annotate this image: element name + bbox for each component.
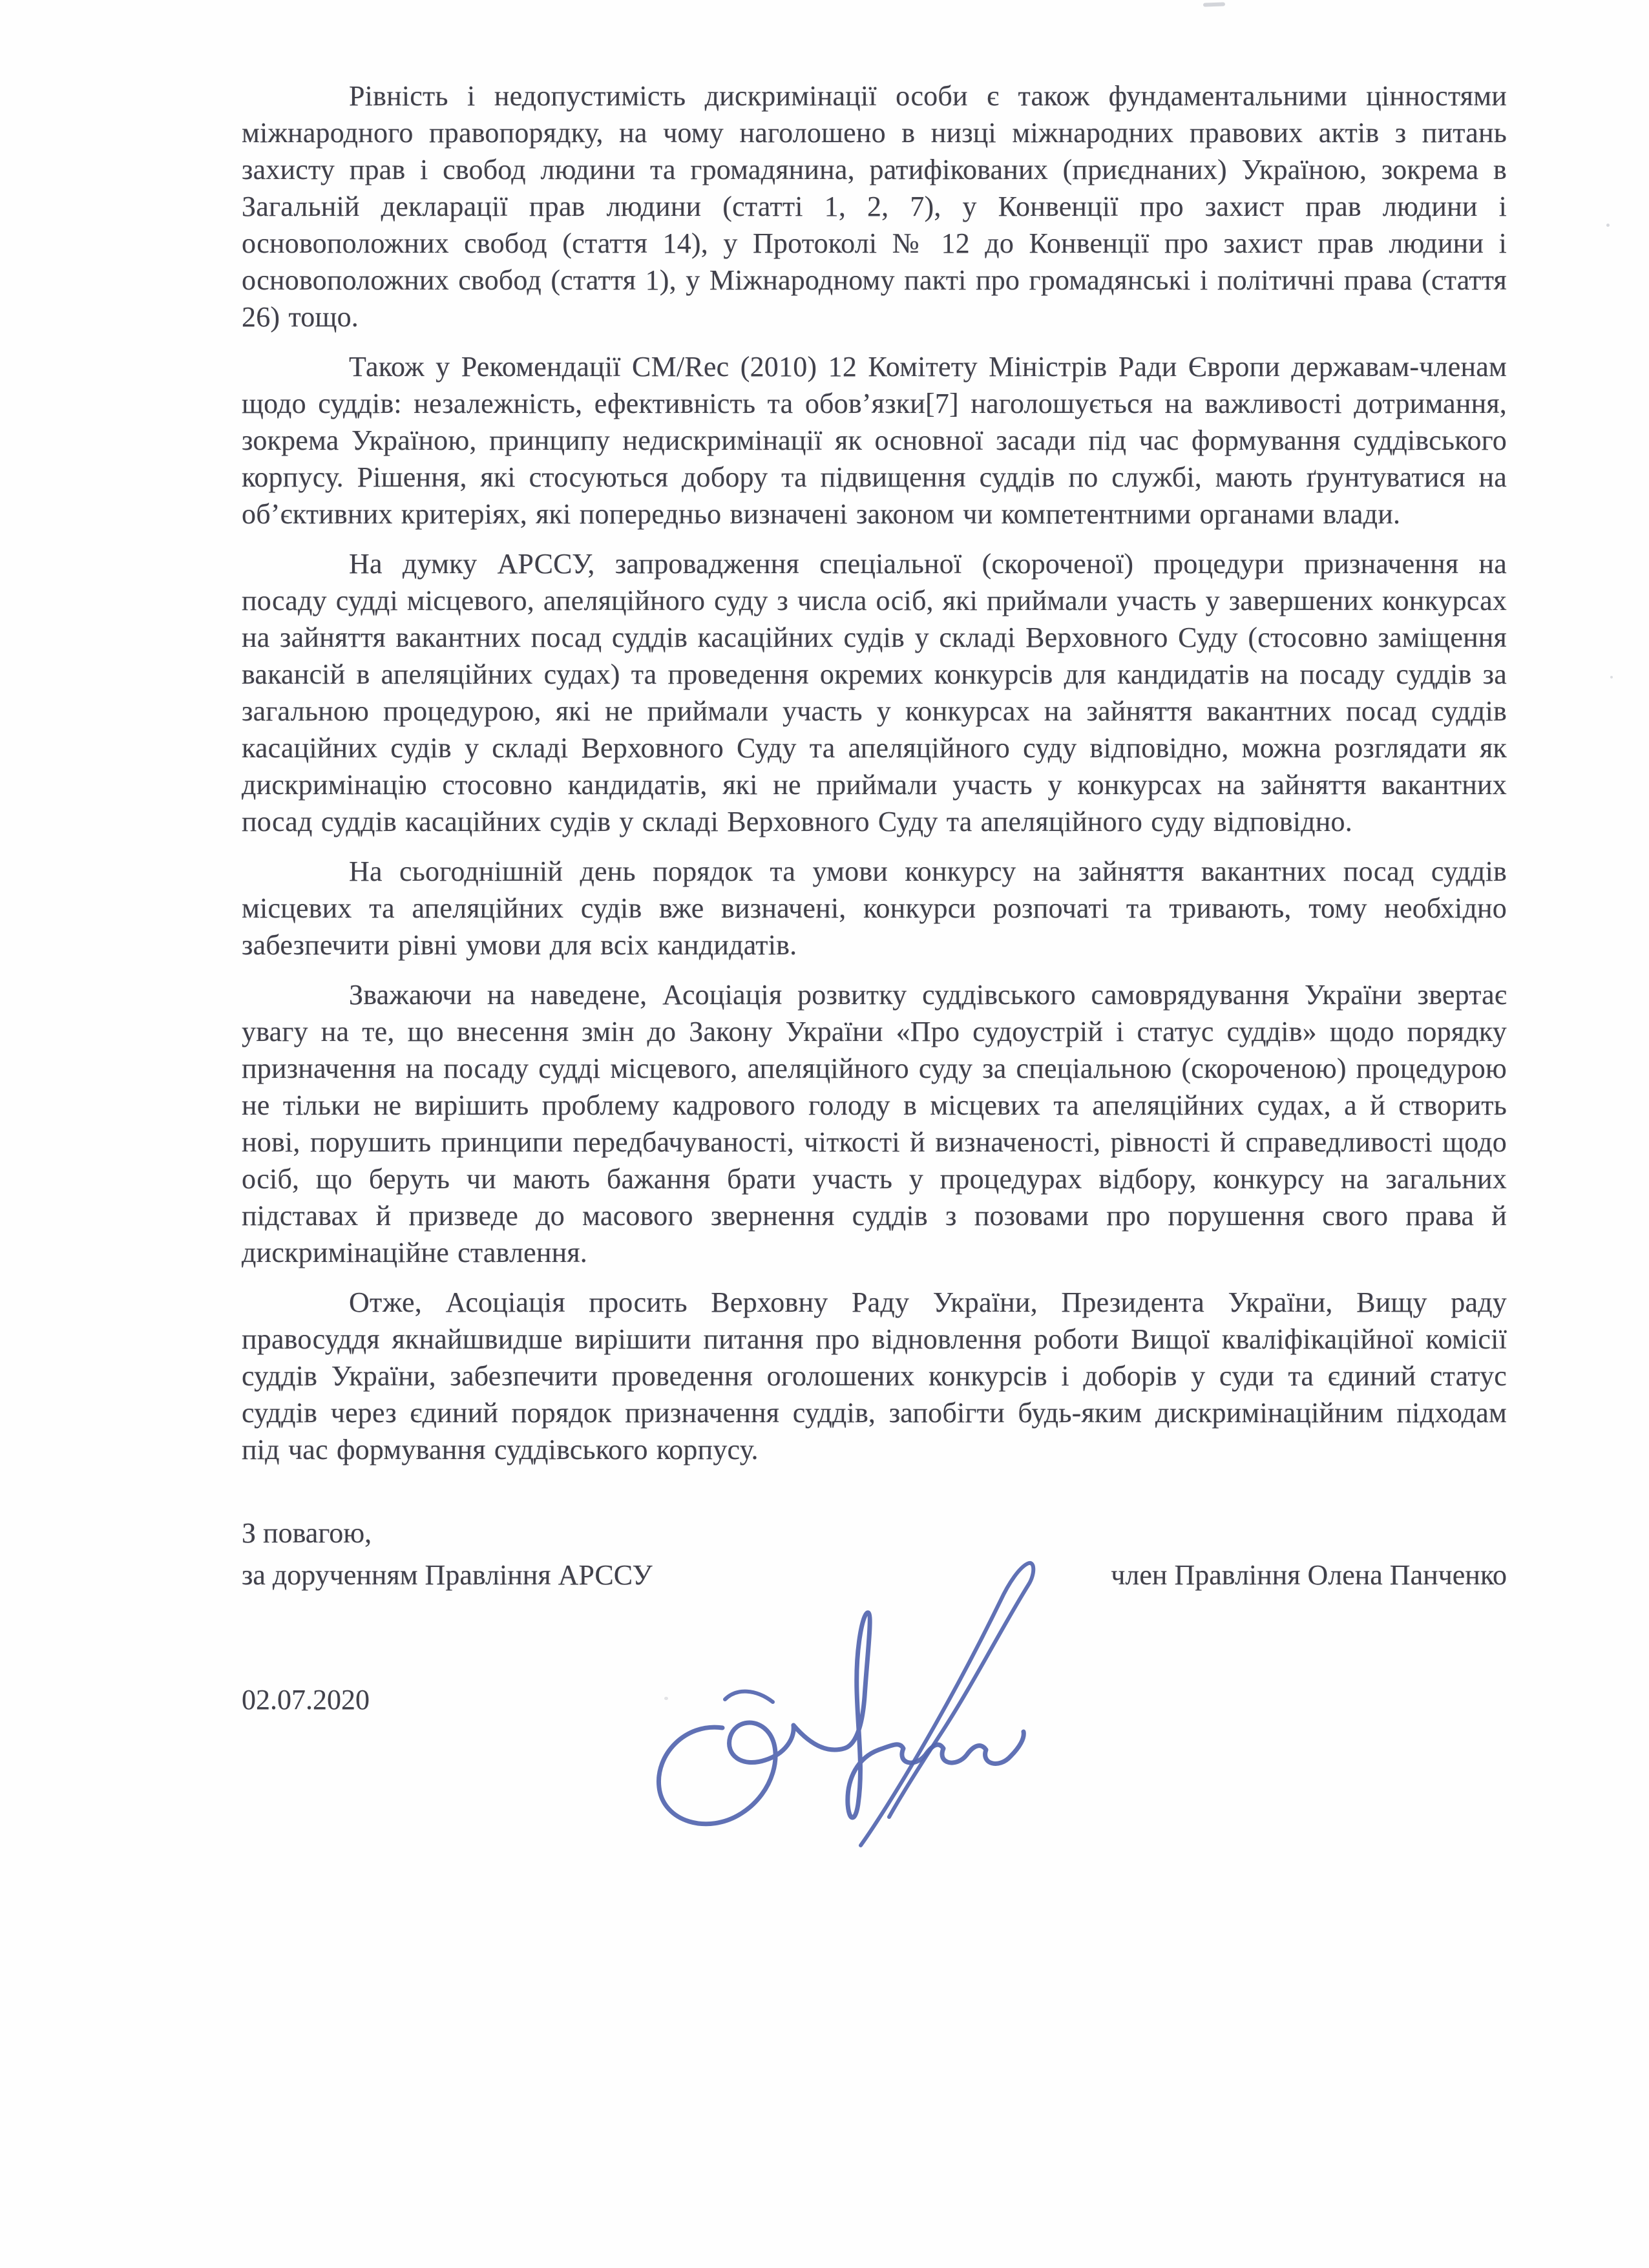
paragraph-association-request: Отже, Асоціація просить Верховну Раду України, Президента України, Вищу раду правосуддя якнайшвидше вирішити питання про відновлення роботи Вищої кваліфікаційної комісії суддів України, забезпечити проведення оголошених конкурсів і доборів у суди та єдиний статус суддів через єдиний порядок призначення суддів, запобігти будь-яким дискримінаційним підходам під час формування суддівського корпусу. [242,1286,1507,1465]
scan-artifact-speck [1610,676,1613,678]
paragraph-arssu-opinion: На думку АРССУ, запровадження спеціальної (скороченої) процедури призначення на посаду судді місцевого, апеляційного суду з числа осіб, які приймали участь у завершених конкурсах на зайняття вакантних посад суддів касаційних судів у складі Верховного Суду (стосовно заміщення вакансій в апеляційних судах) та проведення окремих конкурсів для кандидатів на посаду суддів за загальною процедурою, які не приймали участь у конкурсах на зайняття вакантних посад суддів касаційних судів у складі Верховного Суду та апеляційного суду відповідно, можна розглядати як дискримінацію стосовно кандидатів, які не приймали участь у конкурсах на зайняття вакантних посад суддів касаційних судів у складі Верховного Суду та апеляційного суду відповідно. [242,548,1507,837]
salutation: З повагою, [242,1517,372,1549]
paragraph-law-amendments-warning: Зважаючи на наведене, Асоціація розвитку суддівського самоврядування України звертає увагу на те, що внесення змін до Закону України «Про судоустрій і статус суддів» щодо порядку призначення на посаду судді місцевого, апеляційного суду за спеціальною (скороченою) процедурою не тільки не вирішить проблему кадрового голоду в місцевих та апеляційних судах, а й створить нові, порушить принципи передбачуваності, чіткості й визначеності, рівності й справедливості щодо осіб, що беруть чи мають бажання брати участь у процедурах відбору, конкурсу на загальних підставах й призведе до масового звернення суддів з позовами про порушення свого права й дискримінаційне ставлення. [242,979,1507,1268]
letter-body [242,78,1507,1718]
scan-artifact-speck [1606,224,1610,227]
paragraph-cmrec-recommendation: Також у Рекомендації CM/Rec (2010) 12 Комітету Міністрів Ради Європи державам-членам щодо суддів: незалежність, ефективність та обов’язки[7] наголошується на важливості дотримання, зокрема Україною, принципу недискримінації як основної засади під час формування суддівського корпусу. Рішення, які стосуються добору та підвищення суддів по службі, мають ґрунтуватися на об’єктивних критеріях, які попередньо визначені законом чи компетентними органами влади. [242,351,1507,530]
letter-date: 02.07.2020 [242,1684,370,1716]
scan-artifact-dash [1203,2,1225,6]
closing-block [242,1515,1507,1718]
signer-name: член Правління Олена Панченко [1111,1559,1507,1591]
paragraph-current-competitions: На сьогоднішній день порядок та умови конкурсу на зайняття вакантних посад суддів місцевих та апеляційних судів вже визначені, конкурси розпочаті та тривають, тому необхідно забезпечити рівні умови для всіх кандидатів. [242,856,1507,961]
authorization-line: за дорученням Правління АРССУ [242,1559,653,1591]
signature-row [242,1557,1507,1593]
paragraph-equality-principles: Рівність і недопустимість дискримінації особи є також фундаментальними цінностями міжнародного правопорядку, на чому наголошено в низці міжнародних правових актів з питань захисту прав і свобод людини та громадянина, ратифікованих (приєднаних) Україною, зокрема в Загальній декларації прав людини (статті 1, 2, 7), у Конвенції про захист прав людини і основоположних свобод (стаття 14), у Протоколі № 12 до Конвенції про захист прав людини і основоположних свобод (стаття 1), у Міжнародному пакті про громадянські і політичні права (стаття 26) тощо. [242,80,1507,333]
